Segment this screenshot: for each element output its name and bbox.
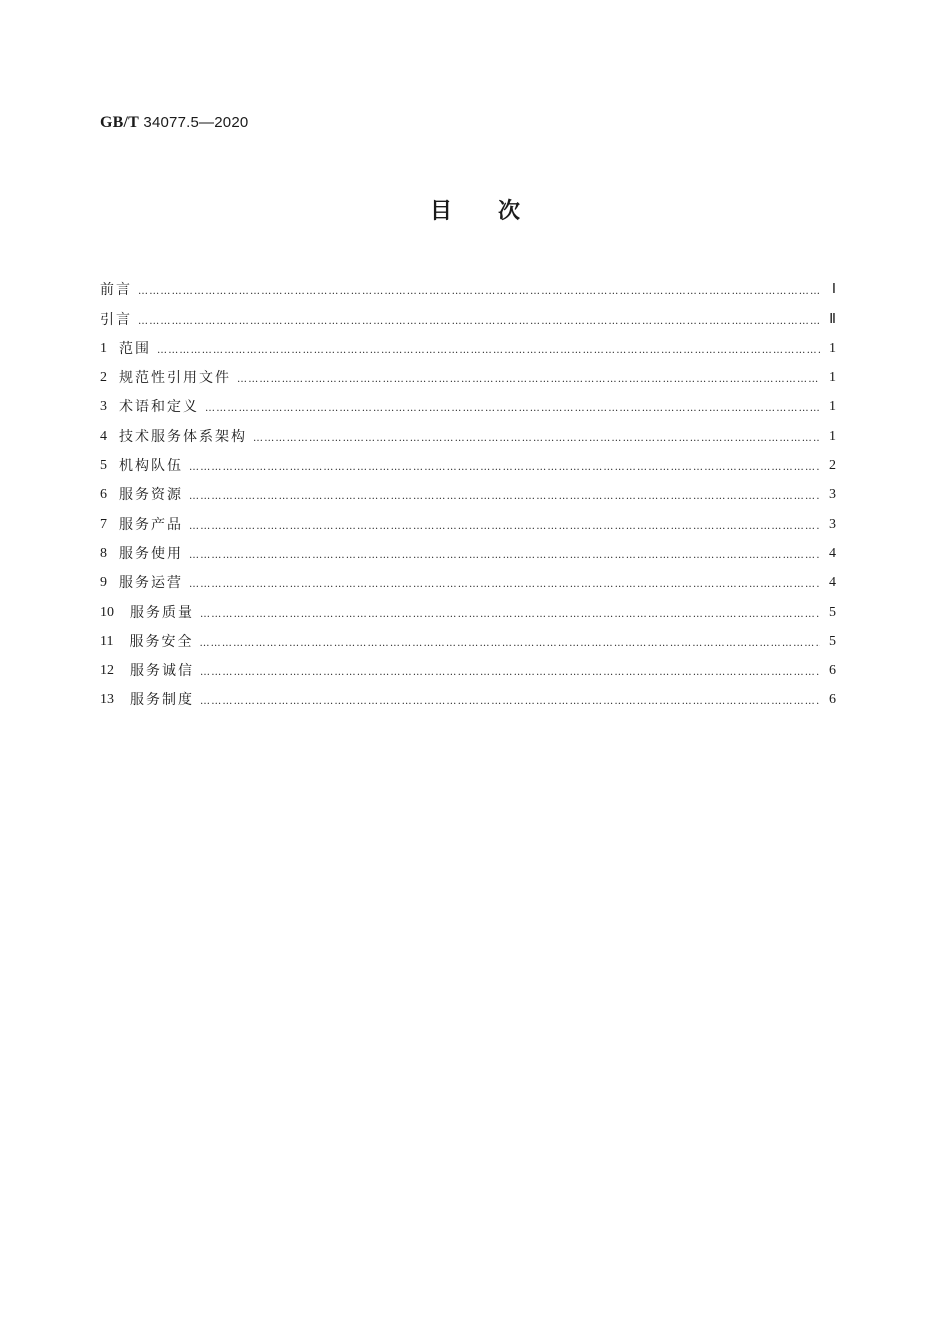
toc-leader-dots: [253, 432, 820, 446]
toc-item-text: 范围: [119, 340, 151, 357]
toc-item-13[interactable]: [100, 680, 836, 709]
table-of-contents: [100, 270, 836, 709]
toc-item-text: 引言: [100, 311, 132, 328]
toc-item-text: 服务产品: [119, 516, 183, 533]
toc-leader-dots: [157, 344, 820, 358]
toc-item-page: Ⅱ: [829, 311, 836, 327]
toc-item-number: 11: [100, 633, 114, 649]
toc-item-number: 12: [100, 663, 114, 679]
toc-leader-dots: [199, 637, 820, 651]
toc-item-text: 服务诚信: [130, 663, 194, 680]
toc-item-text: 术语和定义: [119, 399, 199, 416]
standard-code-prefix: GB/T: [100, 114, 140, 131]
toc-leader-dots: [205, 402, 820, 416]
toc-leader-dots: [237, 373, 820, 387]
toc-item-page: 1: [829, 370, 836, 386]
toc-leader-dots: [189, 490, 820, 504]
toc-item-number: 4: [100, 428, 107, 444]
toc-item-text: 服务使用: [119, 545, 183, 562]
toc-item-8[interactable]: [100, 534, 836, 563]
toc-item-text: 服务运营: [119, 575, 183, 592]
toc-item-page: 4: [829, 575, 836, 591]
toc-leader-dots: [189, 578, 820, 592]
toc-item-text: 服务制度: [130, 692, 194, 709]
toc-item-text: 规范性引用文件: [119, 370, 231, 387]
toc-item-page: 5: [829, 604, 836, 620]
standard-code-number: 34077.5—2020: [143, 114, 249, 131]
toc-item-number: 6: [100, 487, 107, 503]
toc-item-number: 13: [100, 692, 114, 708]
toc-item-page: 4: [829, 545, 836, 561]
toc-item-text: 前言: [100, 282, 132, 299]
standard-code: [100, 114, 248, 132]
toc-item-12[interactable]: [100, 651, 836, 680]
toc-item-page: 6: [829, 692, 836, 708]
toc-item-text: 技术服务体系架构: [119, 428, 247, 445]
toc-item-number: 1: [100, 340, 107, 356]
toc-item-introduction[interactable]: [100, 299, 836, 328]
toc-item-number: 2: [100, 370, 107, 386]
toc-item-text: 服务资源: [119, 487, 183, 504]
toc-item-number: 10: [100, 604, 114, 620]
toc-item-foreword[interactable]: [100, 270, 836, 299]
toc-item-1[interactable]: [100, 329, 836, 358]
toc-item-4[interactable]: [100, 416, 836, 445]
toc-item-page: 2: [829, 458, 836, 474]
toc-item-text: 服务质量: [130, 604, 194, 621]
toc-item-3[interactable]: [100, 387, 836, 416]
toc-item-6[interactable]: [100, 475, 836, 504]
toc-item-page: 6: [829, 663, 836, 679]
toc-item-page: 3: [829, 487, 836, 503]
toc-item-number: 5: [100, 458, 107, 474]
toc-leader-dots: [200, 608, 820, 622]
toc-item-7[interactable]: [100, 504, 836, 533]
toc-item-number: 3: [100, 399, 107, 415]
toc-item-11[interactable]: [100, 622, 836, 651]
toc-item-5[interactable]: [100, 446, 836, 475]
toc-item-text: 服务安全: [129, 633, 194, 650]
toc-item-10[interactable]: [100, 592, 836, 621]
toc-item-page: 5: [829, 633, 836, 649]
toc-item-number: 7: [100, 516, 107, 532]
toc-item-9[interactable]: [100, 563, 836, 592]
toc-item-text: 机构队伍: [119, 458, 183, 475]
toc-item-page: Ⅰ: [831, 282, 836, 298]
toc-leader-dots: [138, 315, 820, 329]
toc-item-number: 8: [100, 545, 107, 561]
toc-leader-dots: [189, 461, 820, 475]
toc-item-page: 1: [829, 340, 836, 356]
toc-item-number: 9: [100, 575, 107, 591]
toc-leader-dots: [138, 285, 820, 299]
toc-item-page: 3: [829, 516, 836, 532]
toc-leader-dots: [200, 666, 820, 680]
toc-leader-dots: [189, 549, 820, 563]
toc-item-page: 1: [829, 428, 836, 444]
toc-item-page: 1: [829, 399, 836, 415]
toc-item-2[interactable]: [100, 358, 836, 387]
toc-leader-dots: [189, 520, 820, 534]
toc-leader-dots: [200, 695, 820, 709]
toc-title: 目次: [429, 199, 566, 224]
